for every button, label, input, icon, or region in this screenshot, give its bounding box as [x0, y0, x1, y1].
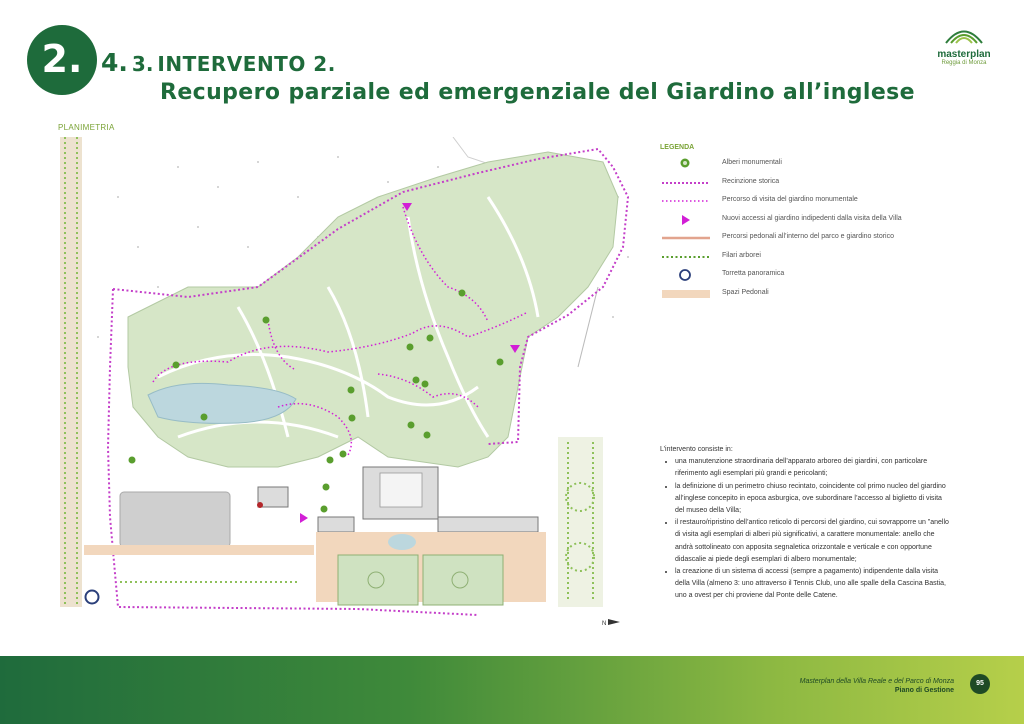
villa-wing-west: [318, 517, 354, 532]
legend-label: Torretta panoramica: [722, 270, 785, 277]
logo-tagline: Reggia di Monza: [941, 60, 987, 66]
legend-item-panoramic-tower: [660, 268, 960, 287]
svg-text:N: N: [602, 621, 607, 627]
description-item: • la creazione di un sistema di accessi (sempre a pagamento) indipendente dalla visita della Villa (almeno 3: uno attraverso il Tennis Club, uno alle spalle della Cascina Bastia, uno a ovest per chi proviene dal Ponte delle Catene.: [675, 566, 950, 603]
logo-arches-icon: [944, 24, 984, 44]
line-icon: [660, 231, 710, 245]
legend-item-pedestrian-paths: [660, 231, 960, 250]
subsection-number: 3.: [131, 52, 154, 76]
section-number: 4.: [101, 48, 128, 77]
section-title: INTERVENTO 2.: [157, 52, 336, 76]
legend-item-monumental-trees: [660, 157, 960, 176]
description-list: [660, 456, 950, 602]
pedestrian-path-west: [84, 545, 314, 555]
parterre-west: [338, 555, 418, 605]
dotted-line-icon: [660, 176, 710, 190]
forecourt-basin: [388, 534, 416, 550]
east-lawn: [558, 437, 603, 607]
legend-item-tree-rows: [660, 250, 960, 269]
legend-label: Filari arborei: [722, 251, 761, 259]
site-plan-map: [58, 137, 653, 637]
description-item: • il restauro/ripristino dell’antico reticolo di percorsi del giardino, cui sovrapporre un ”anello di visita agli esemplari di alberi più significativi, a carattere monumentale: anello che andrà sottolineato con apposita segnaletica orizzontale e verticale e con opportune didascalie ai piede degli esemplari di albero monumentale;: [675, 517, 950, 566]
legend-item-new-accesses: [660, 213, 960, 232]
chapter-number: 2.: [41, 37, 83, 81]
legend-item-pedestrian-spaces: [660, 287, 960, 306]
description-item: • la definizione di un perimetro chiuso recintato, coincidente col primo nucleo del giardino all’inglese concepito in epoca asburgica, ove subordinare l’accesso al biglietto di visita del museo della Villa;: [675, 481, 950, 518]
circle-icon: [660, 268, 710, 282]
page-footer: [0, 656, 1024, 724]
boundary-road: [60, 137, 82, 607]
map-legend: [660, 144, 960, 305]
legend-label: Recinzione storica: [722, 177, 780, 185]
chapter-badge: [27, 25, 97, 95]
logo-name: masterplan: [937, 49, 991, 60]
legend-label: Alberi monumentali: [722, 159, 782, 166]
description-intro: L’intervento consiste in:: [660, 446, 733, 453]
legend-label: Nuovi accessi al giardino indipedenti dalla visita della Villa: [722, 214, 902, 222]
legend-title: LEGENDA: [660, 144, 695, 151]
page-number: 95: [970, 674, 990, 694]
legend-item-visit-route: [660, 194, 960, 213]
legend-item-historic-fence: [660, 176, 960, 195]
parterre-east: [423, 555, 503, 605]
description-item: • una manutenzione straordinaria dell’apparato arboreo dei giardini, con particolare riferimento agli esemplari più grandi e pericolanti;: [675, 456, 950, 480]
plan-label: PLANIMETRIA: [58, 123, 115, 132]
legend-label: Spazi Pedonali: [722, 288, 769, 296]
sports-field: [120, 492, 230, 547]
villa-wing-east: [438, 517, 538, 532]
legend-label: Percorso di visita del giardino monumentale: [722, 196, 858, 203]
bar-icon: [660, 287, 710, 301]
legend-label: Percorsi pedonali all’interno del parco e giardino storico: [722, 233, 894, 240]
intervention-description: [660, 444, 950, 603]
masterplan-logo: [936, 24, 992, 66]
dotted-line-icon: [660, 250, 710, 264]
triangle-icon: [660, 213, 710, 227]
page-subtitle: Recupero parziale ed emergenziale del Giardino all’inglese: [160, 80, 916, 105]
footer-document-subtitle: Piano di Gestione: [894, 687, 954, 694]
dotted-line-icon: [660, 194, 710, 208]
villa-courtyard: [380, 473, 422, 507]
marker-red: [257, 502, 263, 508]
footer-document-title: Masterplan della Villa Reale e del Parco di Monza: [799, 678, 954, 685]
tree-icon: [660, 157, 710, 171]
section-heading: [101, 48, 336, 77]
